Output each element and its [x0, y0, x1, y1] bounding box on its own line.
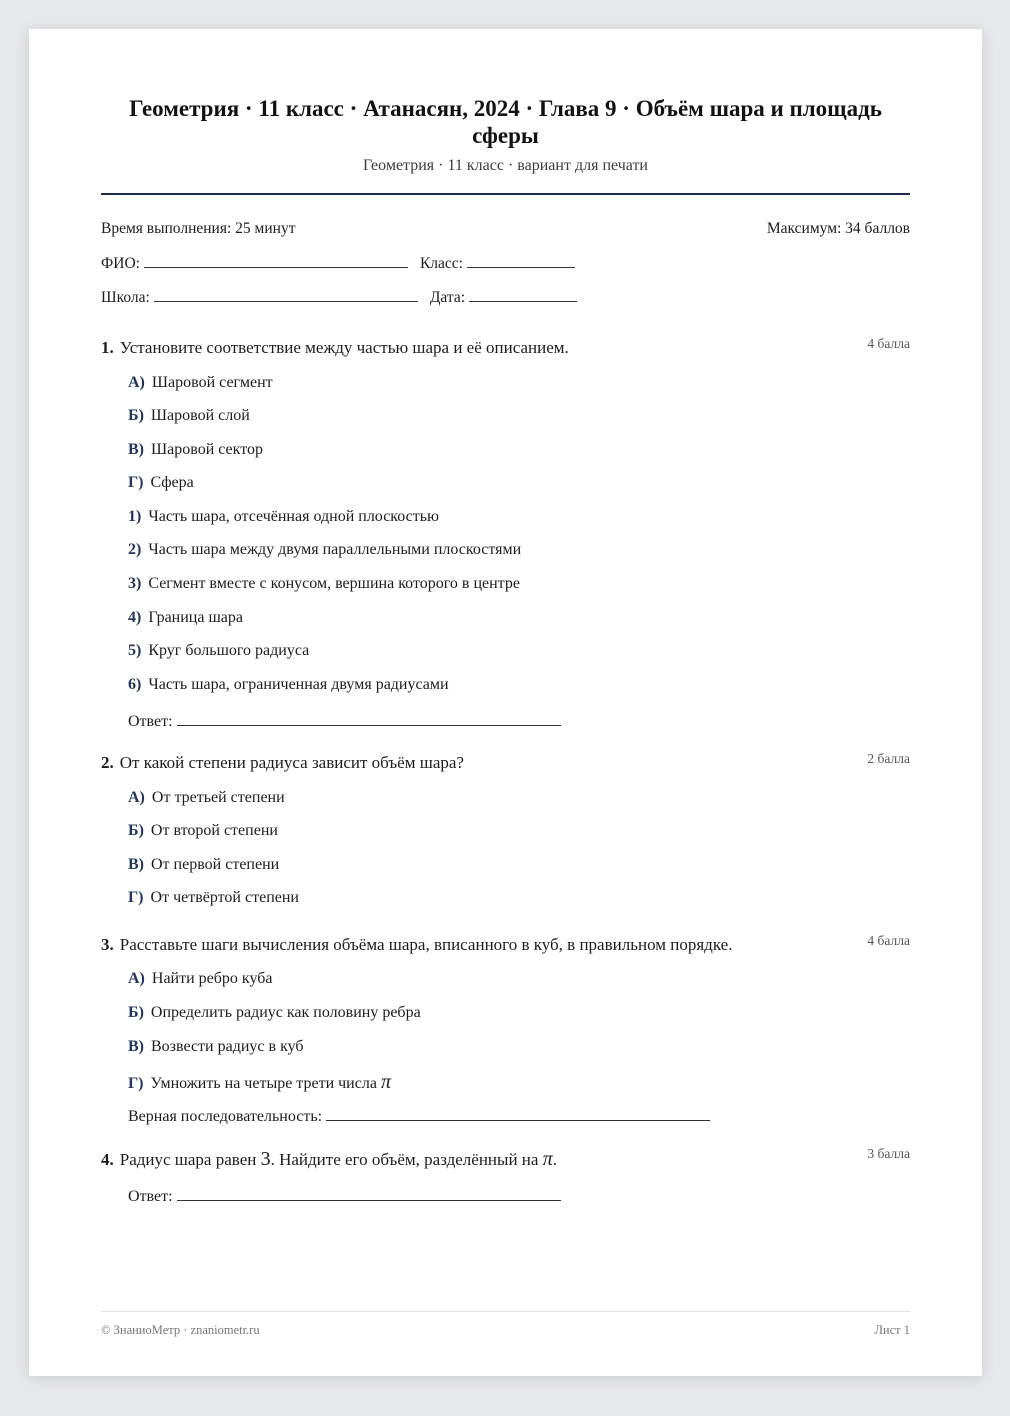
school-input-line[interactable]: [154, 287, 418, 302]
option: [128, 575, 520, 593]
date-input-line[interactable]: [469, 287, 577, 302]
option-label: 3): [128, 575, 142, 592]
option-label: 1): [128, 508, 142, 525]
option: [128, 889, 299, 907]
option: [128, 609, 243, 627]
meta-row: [101, 220, 910, 238]
footer-divider: [101, 1311, 910, 1312]
question-text-start: Радиус шара равен: [119, 1150, 257, 1169]
option-text: От первой степени: [151, 856, 280, 873]
option-label: А): [128, 374, 145, 391]
option-text: Круг большого радиуса: [148, 642, 310, 659]
option-label: А): [128, 789, 145, 806]
page-subtitle: Геометрия · 11 класс · вариант для печати: [363, 157, 648, 174]
question-text-mid: . Найдите его объём, разделённый на: [270, 1150, 539, 1169]
question-number: 4.: [101, 1150, 114, 1169]
option-label: Б): [128, 407, 144, 424]
footer-copyright: © ЗнаниоМетр · znaniometr.ru: [101, 1323, 260, 1337]
option: [128, 642, 309, 660]
question-header: [101, 1148, 910, 1172]
question-4: [101, 1148, 910, 1172]
option-label: В): [128, 1038, 144, 1055]
question-text-end: .: [552, 1150, 557, 1169]
option: [128, 407, 250, 425]
answer-input-line[interactable]: [177, 710, 561, 726]
option-text: Найти ребро куба: [151, 970, 273, 987]
option-label: Б): [128, 822, 144, 839]
option-label: 4): [128, 609, 142, 626]
max-score: Максимум: 34 баллов: [766, 220, 910, 237]
question-text: Установите соответствие между частью шара и её описанием.: [119, 338, 569, 357]
class-input-line[interactable]: [467, 253, 575, 268]
date-label: Дата:: [429, 289, 466, 306]
option: [128, 970, 272, 988]
option-text: Сегмент вместе с конусом, вершина которого в центре: [148, 575, 520, 592]
pi-symbol: π: [542, 1148, 553, 1170]
question-points: 4 балла: [867, 933, 910, 948]
option-text: Определить радиус как половину ребра: [150, 1004, 421, 1021]
option: [128, 856, 279, 874]
option: [128, 789, 285, 807]
option-text: Часть шара между двумя параллельными плоскостями: [148, 541, 522, 558]
school-date-row: [101, 287, 589, 307]
option: [128, 1038, 304, 1056]
question-header: [101, 935, 910, 959]
question-points: 4 балла: [867, 336, 910, 351]
option-text: Сфера: [150, 474, 194, 491]
option-text: Шаровой сегмент: [151, 374, 273, 391]
question-header: [101, 753, 910, 777]
option: [128, 441, 263, 459]
question-points: 2 балла: [867, 751, 910, 766]
footer-page-number: Лист 1: [874, 1323, 910, 1337]
answer-label: Ответ:: [128, 713, 173, 730]
school-label: Школа:: [101, 289, 150, 306]
option: [128, 374, 273, 392]
question-2: [101, 753, 910, 777]
option-label: Г): [128, 474, 144, 491]
pi-symbol: π: [380, 1071, 391, 1093]
option: [128, 508, 439, 526]
answer-row: [128, 710, 561, 731]
option-text: Часть шара, ограниченная двумя радиусами: [148, 676, 449, 693]
answer-label: Верная последовательность:: [128, 1108, 323, 1125]
question-3: [101, 935, 910, 959]
page-title: Геометрия · 11 класс · Атанасян, 2024 · Глава 9 · Объём шара и площадь сферы: [129, 96, 882, 148]
option-label: 2): [128, 541, 142, 558]
fio-label: ФИО:: [101, 255, 140, 272]
option-text: Граница шара: [148, 609, 243, 626]
worksheet-page: [29, 29, 982, 1376]
question-points: 3 балла: [867, 1146, 910, 1161]
option-label: Б): [128, 1004, 144, 1021]
class-label: Класс:: [419, 255, 463, 272]
question-text: Расставьте шаги вычисления объёма шара, вписанного в куб, в правильном порядке.: [119, 935, 733, 954]
time-limit: Время выполнения: 25 минут: [101, 220, 296, 237]
question-text: От какой степени радиуса зависит объём шара?: [119, 753, 464, 772]
fio-input-line[interactable]: [144, 253, 408, 268]
option-label: В): [128, 441, 144, 458]
fio-class-row: [101, 253, 587, 273]
option-label: А): [128, 970, 145, 987]
option: [128, 822, 278, 840]
option: [128, 474, 194, 492]
option-text: От второй степени: [150, 822, 278, 839]
answer-input-line[interactable]: [177, 1185, 561, 1201]
option-label: 6): [128, 676, 142, 693]
option-text: Возвести радиус в куб: [151, 1038, 304, 1055]
question-number: 2.: [101, 753, 114, 772]
option-text: От четвёртой степени: [150, 889, 299, 906]
option: [128, 1004, 421, 1022]
answer-label: Ответ:: [128, 1188, 173, 1205]
option-label: В): [128, 856, 144, 873]
option: [128, 676, 449, 694]
question-number: 3.: [101, 935, 114, 954]
option-text: Шаровой сектор: [151, 441, 263, 458]
option-label: Г): [128, 1075, 144, 1092]
radius-value: 3: [260, 1148, 271, 1170]
sequence-answer-row: [128, 1105, 710, 1126]
question-header: [101, 338, 910, 362]
question-number: 1.: [101, 338, 114, 357]
option: [128, 541, 521, 559]
option-label: 5): [128, 642, 142, 659]
answer-input-line[interactable]: [326, 1105, 710, 1121]
answer-row: [128, 1185, 561, 1206]
question-1: [101, 338, 910, 362]
option-text: Часть шара, отсечённая одной плоскостью: [148, 508, 440, 525]
option-text: От третьей степени: [151, 789, 285, 806]
option-text: Умножить на четыре трети числа: [150, 1075, 377, 1092]
option-label: Г): [128, 889, 144, 906]
option-text: Шаровой слой: [150, 407, 250, 424]
header-divider: [101, 193, 910, 195]
option: [128, 1071, 391, 1094]
